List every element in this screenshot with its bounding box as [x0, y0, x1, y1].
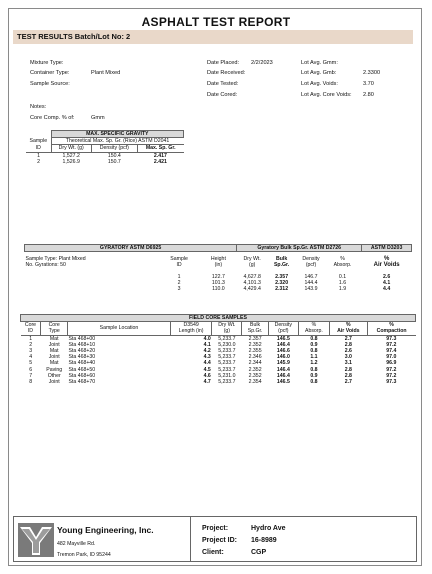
core-cell-density: 146.4 — [276, 366, 290, 373]
core-cell-absorp: 0.8 — [310, 379, 318, 386]
core-cell-dry: 5,233.7 — [218, 348, 236, 355]
gyr-row-bulk: 2.357 — [275, 273, 289, 280]
gyr-row-height: 101.3 — [211, 279, 225, 286]
core-cell-type: Joint — [48, 354, 60, 361]
gyr-row-density: 144.4 — [304, 279, 318, 286]
core-cell-voids: 3.1 — [344, 360, 352, 367]
core-cell-type: Joint — [48, 379, 60, 386]
core-cell-voids: 2.8 — [344, 341, 352, 348]
core-cell-dry: 5,230.0 — [218, 341, 236, 348]
gyr-row-dry: 4,429.4 — [243, 286, 261, 293]
core-cell-voids: 2.7 — [344, 379, 352, 386]
info-date-cored-label: Date Cored: — [207, 92, 238, 98]
core-cell-bulk: 2.352 — [248, 341, 262, 348]
core-cell-id: 5 — [29, 360, 33, 367]
gyr-col-density: Density — [302, 256, 320, 263]
info-container-value: Plant Mixed — [91, 70, 121, 76]
core-col-length-sub: Length (in) — [170, 328, 211, 335]
company-name: Young Engineering, Inc. — [57, 525, 154, 535]
info-core-voids-label: Lot Avg. Core Voids: — [301, 92, 352, 98]
core-cell-bulk: 2.357 — [248, 335, 262, 342]
core-comp-label: Core Comp. % of: — [30, 115, 75, 121]
core-cell-len: 4.0 — [203, 335, 211, 342]
info-voids-value: 3.70 — [363, 81, 374, 87]
core-cell-loc: Sta 468+60 — [68, 372, 96, 379]
core-comp-value: Gmm — [91, 115, 105, 121]
core-cell-id: 6 — [29, 366, 33, 373]
core-cell-id: 7 — [29, 372, 33, 379]
client-label: Client: — [202, 549, 224, 556]
gyr-col-voids: % — [383, 256, 390, 263]
gyr-col-height-sub: (in) — [214, 262, 223, 269]
core-cell-voids: 2.8 — [344, 372, 352, 379]
max-sp-gravity-table — [26, 130, 184, 165]
info-date-received-label: Date Received: — [207, 70, 246, 76]
core-cell-comp: 97.3 — [386, 335, 397, 342]
core-cell-type: Mat — [49, 360, 59, 367]
core-cell-density: 146.5 — [276, 335, 290, 342]
core-cell-comp: 96.9 — [386, 360, 397, 367]
gyr-row-density: 143.9 — [304, 286, 318, 293]
msg-col-dry: Dry Wt. (g) — [51, 145, 91, 152]
info-date-tested-label: Date Tested: — [207, 81, 239, 87]
gyratory-gyrations: No. Gyrations: 50 — [25, 262, 66, 269]
core-cell-density: 145.9 — [276, 360, 290, 367]
core-cell-dry: 5,233.7 — [218, 360, 236, 367]
core-row — [21, 335, 416, 342]
core-cell-voids: 2.6 — [344, 348, 352, 355]
core-cell-dry: 5,233.7 — [218, 366, 236, 373]
core-cell-dry: 5,233.7 — [218, 335, 236, 342]
gyr-col-sample-sub: ID — [176, 262, 182, 269]
project-id-value: 16-8989 — [251, 537, 277, 544]
core-col-length: D3549 — [170, 322, 211, 329]
project-id-label: Project ID: — [202, 537, 238, 544]
gyr-row-height: 122.7 — [211, 273, 225, 280]
info-date-placed-label: Date Placed: — [207, 60, 240, 66]
gyr-row-bulk: 2.320 — [275, 279, 289, 286]
core-cell-bulk: 2.352 — [248, 372, 262, 379]
core-col-dry: Dry Wt. — [212, 322, 242, 329]
core-cell-id: 4 — [29, 354, 33, 361]
company-logo-icon — [18, 523, 54, 557]
core-cell-type: Mat — [49, 335, 59, 342]
core-cell-comp: 97.3 — [386, 379, 397, 386]
gyratory-astm-title: ASTM D3203 — [362, 245, 412, 252]
core-col-density-sub: (pcf) — [268, 328, 298, 335]
msg-row — [26, 159, 184, 165]
info-container-label: Container Type: — [30, 70, 70, 76]
core-col-id: Core — [24, 322, 37, 329]
core-cell-dry: 5,233.7 — [218, 379, 236, 386]
core-row — [21, 379, 416, 385]
gyratory-table — [24, 244, 412, 292]
gyr-row-bulk: 2.312 — [275, 286, 289, 293]
core-cell-loc: Sta 468+50 — [68, 366, 96, 373]
core-cell-loc: Sta 468+70 — [68, 379, 96, 386]
notes-label: Notes: — [30, 104, 47, 110]
gyr-row-voids: 4.1 — [383, 279, 391, 286]
msg-id-label: ID — [35, 145, 41, 152]
core-col-voids-sub: Air Voids — [329, 328, 367, 335]
core-cell-len: 4.5 — [203, 366, 211, 373]
core-cell-bulk: 2.355 — [248, 348, 262, 355]
core-col-absorp: % — [298, 322, 329, 329]
gyr-col-height: Height — [210, 256, 226, 263]
core-col-absorp-sub: Absorp. — [298, 328, 329, 335]
gyr-col-absorp: % — [340, 256, 345, 263]
gyr-row-id: 2 — [177, 279, 181, 286]
info-core-voids-value: 2.80 — [363, 92, 374, 98]
msg-row-dry: 1,527.2 — [62, 152, 80, 159]
project-value: Hydro Ave — [251, 525, 286, 532]
gyr-col-dry: Dry Wt. — [243, 256, 261, 263]
core-col-density: Density — [268, 322, 298, 329]
core-cell-type: Joint — [48, 341, 60, 348]
gyr-row-voids: 2.6 — [383, 273, 391, 280]
core-cell-id: 1 — [29, 335, 33, 342]
gyratory-title: GYRATORY ASTM D6925 — [25, 245, 237, 252]
core-cell-id: 2 — [29, 341, 33, 348]
core-cell-len: 4.4 — [203, 360, 211, 367]
core-cell-loc: Sta 468+00 — [68, 335, 96, 342]
core-cell-id: 8 — [29, 379, 33, 386]
footer-divider — [190, 517, 191, 561]
info-voids-label: Lot Avg. Voids: — [301, 81, 338, 87]
core-col-type-sub: Type — [41, 328, 68, 335]
core-cell-comp: 97.2 — [386, 341, 397, 348]
core-col-voids: % — [329, 322, 367, 329]
gyr-row-dry: 4,627.8 — [243, 273, 261, 280]
core-cell-density: 146.4 — [276, 341, 290, 348]
info-mixture-label: Mixture Type: — [30, 60, 64, 66]
core-cell-density: 146.4 — [276, 372, 290, 379]
report-title: ASPHALT TEST REPORT — [141, 15, 291, 29]
gyr-col-density-sub: (pcf) — [305, 262, 317, 269]
gyr-col-bulk: Bulk — [275, 256, 288, 263]
gyr-row-id: 1 — [177, 273, 181, 280]
msg-row-density: 150.7 — [107, 158, 121, 165]
field-core-table — [20, 314, 416, 385]
info-source-label: Sample Source: — [30, 81, 70, 87]
core-cell-voids: 3.0 — [344, 354, 352, 361]
core-col-location: Sample Location — [67, 322, 170, 335]
msg-row-density: 150.4 — [107, 152, 121, 159]
gyr-row-voids: 4.4 — [383, 286, 391, 293]
msg-row-max: 2.421 — [153, 158, 167, 165]
core-cell-voids: 2.8 — [344, 366, 352, 373]
gyr-row-id: 3 — [177, 286, 181, 293]
core-cell-comp: 97.2 — [386, 372, 397, 379]
company-address2: Tremon Park, ID 95244 — [57, 552, 111, 558]
core-cell-dry: 5,231.0 — [218, 372, 236, 379]
core-cell-loc: Sta 468+30 — [68, 354, 96, 361]
gyr-row-height: 110.0 — [212, 286, 225, 293]
core-cell-bulk: 2.354 — [248, 379, 262, 386]
core-cell-len: 4.1 — [203, 341, 211, 348]
gyr-col-voids-sub: Air Voids — [373, 262, 400, 269]
core-cell-absorp: 1.2 — [310, 360, 318, 367]
core-cell-density: 146.6 — [276, 348, 290, 355]
info-gmb-value: 2.3300 — [363, 70, 381, 76]
core-col-type: Core — [41, 322, 68, 329]
core-col-comp: % — [367, 322, 415, 329]
core-cell-bulk: 2.344 — [248, 360, 262, 367]
core-cell-loc: Sta 468+10 — [68, 341, 96, 348]
report-footer — [13, 516, 417, 562]
gyratory-bulk-title: Gyratory Bulk Sp.Gr. ASTM D2726 — [237, 245, 362, 252]
gyr-row-absorp: 1.6 — [338, 279, 347, 286]
core-cell-len: 4.2 — [203, 348, 211, 355]
msg-row-id: 2 — [37, 158, 40, 165]
core-col-id-sub: ID — [27, 328, 34, 335]
core-cell-density: 146.5 — [276, 379, 290, 386]
msg-sample-label: Sample — [29, 138, 48, 145]
gyr-row-absorp: 0.1 — [338, 273, 347, 280]
msg-row-dry: 1,526.9 — [62, 158, 80, 165]
core-cell-loc: Sta 468+40 — [68, 360, 96, 367]
batch-band: TEST RESULTS Batch/Lot No: 2 — [13, 30, 413, 44]
core-cell-comp: 97.2 — [386, 366, 397, 373]
gyr-row-dry: 4,101.3 — [243, 279, 261, 286]
gyr-col-dry-sub: (g) — [249, 262, 256, 269]
core-cell-loc: Sta 468+20 — [68, 348, 96, 355]
gyr-col-bulk-sub: Sp.Gr. — [273, 262, 290, 269]
core-cell-len: 4.6 — [203, 372, 211, 379]
max-sp-gravity-title: MAX. SPECIFIC GRAVITY — [51, 131, 183, 138]
core-cell-type: Other — [47, 372, 61, 379]
core-cell-id: 3 — [29, 348, 33, 355]
core-col-bulk: Bulk — [242, 322, 268, 329]
company-address1: 482 Mayville Rd. — [57, 541, 96, 547]
core-col-comp-sub: Compaction — [367, 328, 415, 335]
info-gmb-label: Lot Avg. Gmb: — [301, 70, 337, 76]
msg-row-id: 1 — [37, 152, 40, 159]
core-cell-bulk: 2.346 — [248, 354, 262, 361]
msg-theory-label: Theoretical Max. Sp. Gr. (Rice) ASTM D2041 — [51, 138, 183, 145]
core-cell-type: Paving — [46, 366, 63, 373]
core-cell-absorp: 0.8 — [310, 335, 318, 342]
core-cell-comp: 97.4 — [386, 348, 397, 355]
gyr-col-sample: Sample — [170, 256, 188, 263]
core-cell-absorp: 0.8 — [310, 348, 318, 355]
core-cell-absorp: 0.9 — [310, 341, 318, 348]
msg-row — [26, 152, 184, 159]
core-cell-type: Mat — [49, 348, 59, 355]
gyr-row — [25, 286, 412, 292]
msg-col-density: Density (pcf) — [91, 145, 137, 152]
field-core-title: FIELD CORE SAMPLES — [21, 315, 416, 322]
core-cell-dry: 5,233.7 — [218, 354, 236, 361]
core-cell-density: 146.0 — [276, 354, 290, 361]
core-cell-absorp: 1.1 — [310, 354, 318, 361]
info-gmm-label: Lot Avg. Gmm: — [301, 60, 338, 66]
core-cell-len: 4.3 — [203, 354, 211, 361]
gyratory-sample-type: Sample Type: Plant Mixed — [25, 256, 86, 263]
core-cell-comp: 97.0 — [386, 354, 397, 361]
msg-col-max: Max. Sp. Gr. — [137, 145, 183, 152]
core-cell-absorp: 0.9 — [310, 372, 318, 379]
core-cell-len: 4.7 — [203, 379, 211, 386]
msg-row-max: 2.417 — [153, 152, 167, 159]
core-cell-bulk: 2.352 — [248, 366, 262, 373]
info-date-placed-value: 2/2/2023 — [251, 60, 273, 66]
gyr-row-density: 146.7 — [304, 273, 318, 280]
core-col-dry-sub: (g) — [212, 328, 242, 335]
core-cell-voids: 2.7 — [344, 335, 352, 342]
gyr-col-absorp-sub: Absorp. — [333, 262, 352, 269]
core-cell-absorp: 0.8 — [310, 366, 318, 373]
core-col-bulk-sub: Sp.Gr. — [242, 328, 268, 335]
client-value: CGP — [251, 549, 267, 556]
project-label: Project: — [202, 525, 229, 532]
gyr-row-absorp: 1.9 — [338, 286, 347, 293]
